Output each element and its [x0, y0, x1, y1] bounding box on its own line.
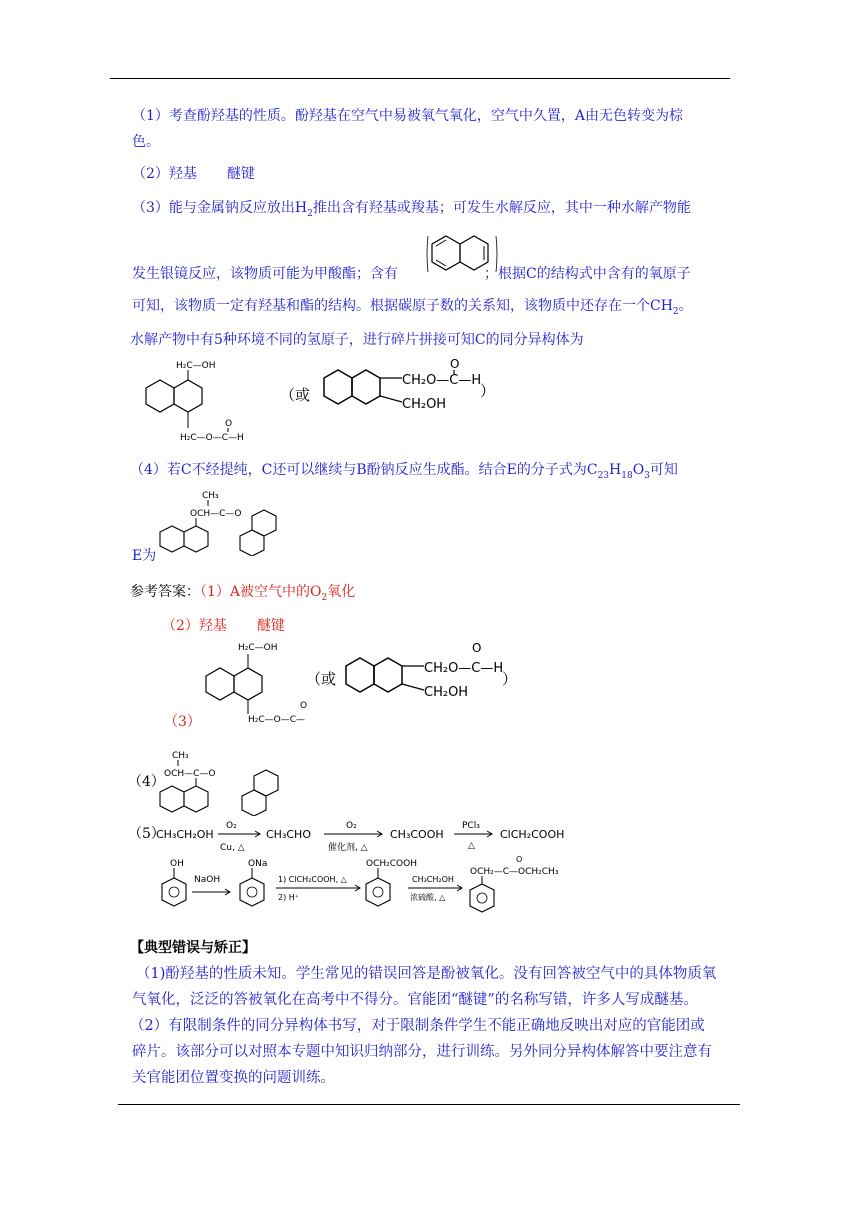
svg-text:△: △: [468, 841, 475, 851]
svg-text:H₂C—OH: H₂C—OH: [238, 643, 278, 653]
label-ch3: CH₃: [202, 491, 219, 501]
reaction-scheme-2: [156, 856, 596, 920]
analysis-p3c: 可知，该物质一定有羟基和酯的结构。根据碳原子数的关系知，该物质中还存在一个$CH_2$。: [132, 298, 693, 317]
errors-e2: （2）有限制条件的同分异构体书写，对于限制条件学生不能正确地反映出对应的官能团或: [130, 1018, 705, 1034]
svg-text:OCH₂—C—OCH₂CH₃: OCH₂—C—OCH₂CH₃: [470, 867, 559, 877]
analysis-p3b: 发生银镜反应，该物质可能为甲酸酯；含有 ；根据C的结构式中含有的氧原子: [132, 266, 691, 282]
svg-text:O: O: [300, 701, 308, 711]
analysis-p2-ether: 醚键: [226, 166, 255, 182]
analysis-p4b: E为: [132, 548, 157, 564]
errors-e1b: 气氧化，泛泛的答被氧化在高考中不得分。官能团“醚键”的名称写错，许多人写成醚基。: [132, 992, 698, 1008]
reaction-scheme-1: [156, 818, 606, 854]
errors-heading: 【典型错误与矫正】: [130, 940, 256, 956]
svg-text:PCl₃: PCl₃: [462, 821, 480, 831]
structure-e: [150, 486, 290, 556]
svg-text:ONa: ONa: [248, 859, 268, 869]
svg-text:1) ClCH₂COOH, △: 1) ClCH₂COOH, △: [278, 875, 347, 884]
svg-text:CH₃CHO: CH₃CHO: [266, 828, 311, 841]
svg-text:CH₃CH₂OH: CH₃CH₂OH: [412, 875, 454, 884]
answer-2: （2）羟基 醚键: [162, 618, 285, 634]
svg-text:CH₃COOH: CH₃COOH: [390, 828, 444, 841]
svg-text:ClCH₂COOH: ClCH₂COOH: [500, 828, 565, 841]
analysis-p1b: 色。: [132, 134, 160, 150]
svg-text:OCH—C—O: OCH—C—O: [164, 769, 216, 779]
analysis-p1: （1）考查酚羟基的性质。酚羟基在空气中易被氧气氧化，空气中久置，A由无色转变为棕: [132, 108, 684, 124]
svg-text:O: O: [450, 357, 460, 371]
answer-5-label: （5）: [128, 826, 165, 842]
answer-4-label: （4）: [128, 774, 165, 790]
answer-1: 参考答案：（1）A被空气中的$O_2$氧化: [130, 584, 356, 603]
svg-text:）: ）: [502, 670, 518, 688]
errors-e1: （1)酚羟基的性质未知。学生常见的错误回答是酚被氧化。没有回答被空气中的具体物质氧: [136, 966, 717, 982]
svg-text:OH: OH: [170, 859, 184, 869]
isomer-structure-1: [128, 356, 508, 456]
svg-text:O₂: O₂: [346, 821, 357, 831]
analysis-p2-hydroxyl: （2）羟基: [132, 166, 197, 182]
svg-text:NaOH: NaOH: [194, 875, 221, 885]
footer-rule: [118, 1104, 740, 1105]
naphthalene-structure: [426, 232, 500, 276]
label-ester-link: OCH—C—O: [190, 509, 242, 519]
header-rule: [110, 78, 730, 79]
label-ch2oh-b: CH₂OH: [402, 397, 447, 412]
errors-e2c: 关官能团位置变换的问题训练。: [132, 1070, 335, 1086]
svg-text:催化剂, △: 催化剂, △: [328, 843, 368, 853]
svg-text:2) H⁺: 2) H⁺: [278, 893, 299, 902]
svg-text:OCH₂COOH: OCH₂COOH: [366, 859, 417, 869]
answer3-structures: [196, 638, 526, 728]
label-ch2o-formate: H₂C—O—C—H: [180, 433, 244, 443]
answer-label: 参考答案：: [130, 584, 200, 600]
analysis-p3d: 水解产物中有5种环境不同的氢原子，进行碎片拼接可知C的同分异构体为: [130, 332, 584, 348]
svg-text:CH₂O—C—H: CH₂O—C—H: [424, 661, 504, 676]
svg-text:CH₂OH: CH₂OH: [424, 685, 469, 700]
svg-text:O₂: O₂: [226, 821, 237, 831]
svg-text:CH₃CH₂OH: CH₃CH₂OH: [156, 828, 214, 841]
svg-text:浓硫酸, △: 浓硫酸, △: [410, 893, 446, 902]
answer4-structure: [154, 746, 294, 816]
label-ch2oh: H₂C—OH: [176, 361, 216, 371]
label-or: （或: [280, 386, 311, 404]
svg-text:CH₃: CH₃: [172, 751, 189, 761]
label-ch2o-c: H₂C—O—C—: [248, 715, 306, 725]
label-ch2o-cho: CH₂O—C—H: [402, 373, 482, 388]
svg-text:O: O: [225, 419, 233, 429]
errors-e2b: 碎片。该部分可以对照本专题中知识归纳部分，进行训练。另外同分异构体解答中要注意有: [132, 1044, 712, 1060]
analysis-p3a: （3）能与金属钠反应放出$H_2$推出含有羟基或羧基；可发生水解反应，其中一种水解产物能: [132, 200, 691, 219]
analysis-p2: [132, 164, 255, 184]
svg-text:）: ）: [480, 382, 496, 400]
svg-text:O: O: [472, 641, 482, 655]
answer-3-label: （3）: [164, 714, 201, 730]
svg-text:Cu, △: Cu, △: [220, 843, 245, 853]
analysis-p4: （4）若C不经提纯，C还可以继续与B酚钠反应生成酯。结合E的分子式为$C_{23}H_{18}O_3$可知: [130, 462, 678, 481]
svg-text:（或: （或: [306, 670, 337, 688]
svg-text:O: O: [516, 856, 523, 864]
